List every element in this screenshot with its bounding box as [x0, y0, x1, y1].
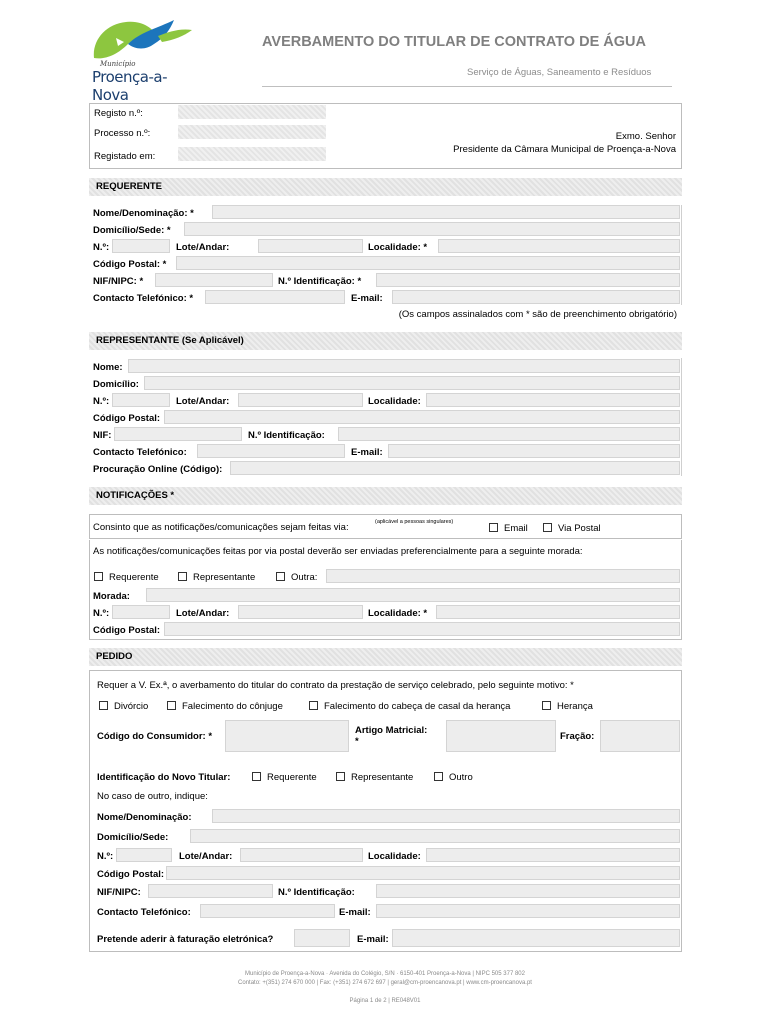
req-codigo-postal-field[interactable]: [176, 256, 680, 270]
divorcio-label: Divórcio: [114, 701, 149, 712]
ped-lote-field[interactable]: [240, 848, 363, 862]
notif-representante-label: Representante: [193, 572, 256, 583]
ped-localidade-field[interactable]: [426, 848, 680, 862]
req-identificacao-field[interactable]: [376, 273, 680, 287]
ped-nome-field[interactable]: [212, 809, 680, 823]
notif-morada-label: Morada:: [93, 591, 130, 602]
rep-localidade-field[interactable]: [426, 393, 680, 407]
registado-label: Registado em:: [94, 151, 156, 162]
logo-text-line2: Proença-a-Nova: [92, 68, 167, 104]
rep-identificacao-field[interactable]: [338, 427, 680, 441]
req-identificacao-label: N.º Identificação: *: [278, 276, 362, 287]
artigo-field[interactable]: [446, 720, 556, 752]
rep-nif-field[interactable]: [114, 427, 242, 441]
novo-representante-checkbox[interactable]: [336, 772, 345, 781]
notif-requerente-label: Requerente: [109, 572, 159, 583]
req-domicilio-label: Domicílio/Sede: *: [93, 225, 171, 236]
ped-email-field[interactable]: [376, 904, 680, 918]
ped-numero-field[interactable]: [116, 848, 172, 862]
notif-morada-field[interactable]: [146, 588, 680, 602]
notif-numero-field[interactable]: [112, 605, 170, 619]
request-text: Requer a V. Ex.ª, o averbamento do titular do contrato da prestação de serviço celebrado, pelo seguinte motivo: *: [97, 680, 574, 691]
municipality-logo: [88, 14, 198, 104]
artigo-label-line2: *: [355, 736, 359, 747]
postal-option-label: Via Postal: [558, 523, 601, 534]
novo-requerente-label: Requerente: [267, 772, 317, 783]
rep-nif-label: NIF:: [93, 430, 112, 441]
req-lote-label: Lote/Andar:: [176, 242, 230, 253]
notif-lote-label: Lote/Andar:: [176, 608, 230, 619]
req-numero-label: N.º:: [93, 242, 110, 253]
notif-lote-field[interactable]: [238, 605, 363, 619]
cabeca-casal-checkbox[interactable]: [309, 701, 318, 710]
rep-localidade-label: Localidade:: [368, 396, 421, 407]
footer-line2: Contato: +(351) 274 670 000 | Fax: (+351) 274 672 697 | geral@cm-proencanova.pt | www.cm-proencanova.pt: [238, 980, 532, 986]
ped-numero-label: N.º:: [97, 851, 114, 862]
notif-outra-field[interactable]: [326, 569, 680, 583]
consent-text: Consinto que as notificações/comunicações sejam feitas via:: [93, 522, 349, 533]
req-telefone-field[interactable]: [205, 290, 345, 304]
email-checkbox[interactable]: [489, 523, 498, 532]
document-subtitle: Serviço de Águas, Saneamento e Resíduos: [467, 67, 652, 78]
email-option-label: Email: [504, 523, 528, 534]
rep-telefone-field[interactable]: [197, 444, 345, 458]
consumidor-label: Código do Consumidor: *: [97, 731, 213, 742]
ped-email2-label: E-mail:: [357, 934, 389, 945]
rep-codigo-postal-label: Código Postal:: [93, 413, 161, 424]
heranca-label: Herança: [557, 701, 593, 712]
rep-nome-field[interactable]: [128, 359, 680, 373]
faturacao-label: Pretende aderir à faturação eletrónica?: [97, 934, 274, 945]
section-pedido: [89, 648, 682, 666]
req-email-label: E-mail:: [351, 293, 383, 304]
footer-page: Página 1 de 2 | RE048V01: [349, 998, 421, 1004]
rep-identificacao-label: N.º Identificação:: [248, 430, 325, 441]
section-requerente: [89, 178, 682, 196]
rep-numero-field[interactable]: [112, 393, 170, 407]
rep-telefone-label: Contacto Telefónico:: [93, 447, 187, 458]
ped-localidade-label: Localidade:: [368, 851, 421, 862]
section-notificacoes: [89, 487, 682, 505]
req-nif-field[interactable]: [155, 273, 273, 287]
rep-email-field[interactable]: [388, 444, 680, 458]
req-localidade-field[interactable]: [438, 239, 680, 253]
section-heading: REPRESENTANTE (Se Aplicável): [96, 335, 244, 346]
processo-label: Processo n.º:: [94, 128, 151, 139]
ped-codigo-postal-field[interactable]: [166, 866, 680, 880]
rep-email-label: E-mail:: [351, 447, 383, 458]
ped-lote-label: Lote/Andar:: [179, 851, 233, 862]
outro-text: No caso de outro, indique:: [97, 791, 208, 802]
registado-field[interactable]: [178, 147, 326, 161]
req-codigo-postal-label: Código Postal: *: [93, 259, 167, 270]
ped-telefone-label: Contacto Telefónico:: [97, 907, 191, 918]
req-domicilio-field[interactable]: [184, 222, 680, 236]
header-rule: [262, 86, 672, 87]
addressee-line2: Presidente da Câmara Municipal de Proença-a-Nova: [453, 144, 676, 155]
ped-nif-label: NIF/NIPC:: [97, 887, 141, 898]
postal-checkbox[interactable]: [543, 523, 552, 532]
rep-procuracao-field[interactable]: [230, 461, 680, 475]
faturacao-field[interactable]: [294, 929, 350, 947]
req-telefone-label: Contacto Telefónico: *: [93, 293, 194, 304]
rep-procuracao-label: Procuração Online (Código):: [93, 464, 223, 475]
req-email-field[interactable]: [392, 290, 680, 304]
req-localidade-label: Localidade: *: [368, 242, 428, 253]
section-heading: PEDIDO: [96, 651, 133, 662]
section-border: [681, 205, 682, 305]
ped-nif-field[interactable]: [148, 884, 273, 898]
novo-outro-label: Outro: [449, 772, 473, 783]
rep-domicilio-field[interactable]: [144, 376, 680, 390]
rep-numero-label: N.º:: [93, 396, 110, 407]
req-nif-label: NIF/NIPC: *: [93, 276, 144, 287]
postal-text: As notificações/comunicações feitas por via postal deverão ser enviadas preferencialmente para a seguinte morada:: [93, 546, 583, 557]
notif-codigo-postal-field[interactable]: [164, 622, 680, 636]
conjuge-checkbox[interactable]: [167, 701, 176, 710]
section-border: [681, 358, 682, 476]
notif-representante-checkbox[interactable]: [178, 572, 187, 581]
consumidor-field[interactable]: [225, 720, 349, 752]
notif-outra-label: Outra:: [291, 572, 318, 583]
ped-domicilio-field[interactable]: [190, 829, 680, 843]
ped-codigo-postal-label: Código Postal:: [97, 869, 165, 880]
ped-email-label: E-mail:: [339, 907, 371, 918]
mandatory-note: (Os campos assinalados com * são de preenchimento obrigatório): [398, 309, 677, 320]
notif-localidade-field[interactable]: [436, 605, 680, 619]
novo-outro-checkbox[interactable]: [434, 772, 443, 781]
req-nome-label: Nome/Denominação: *: [93, 208, 194, 219]
ped-nome-label: Nome/Denominação:: [97, 812, 192, 823]
fracao-field[interactable]: [600, 720, 680, 752]
rep-codigo-postal-field[interactable]: [164, 410, 680, 424]
conjuge-label: Falecimento do cônjuge: [182, 701, 283, 712]
ped-domicilio-label: Domicílio/Sede:: [97, 832, 169, 843]
footer-line1: Município de Proença-a-Nova · Avenida do Colégio, S/N · 6150-401 Proença-a-Nova | NIPC 505 377 802: [245, 971, 525, 977]
addressee-line1: Exmo. Senhor: [615, 131, 676, 142]
registo-label: Registo n.º:: [94, 108, 143, 119]
ped-identificacao-field[interactable]: [376, 884, 680, 898]
notif-codigo-postal-label: Código Postal:: [93, 625, 161, 636]
bird-logo-icon: [88, 14, 198, 64]
novo-representante-label: Representante: [351, 772, 414, 783]
section-heading: NOTIFICAÇÕES *: [96, 490, 175, 501]
rep-nome-label: Nome:: [93, 362, 123, 373]
consent-note: (aplicável a pessoas singulares): [375, 519, 454, 525]
ped-telefone-field[interactable]: [200, 904, 335, 918]
notif-requerente-checkbox[interactable]: [94, 572, 103, 581]
notif-numero-label: N.º:: [93, 608, 110, 619]
processo-field[interactable]: [178, 125, 326, 139]
ped-identificacao-label: N.º Identificação:: [278, 887, 355, 898]
ped-email2-field[interactable]: [392, 929, 680, 947]
divorcio-checkbox[interactable]: [99, 701, 108, 710]
heranca-checkbox[interactable]: [542, 701, 551, 710]
registo-field[interactable]: [178, 105, 326, 119]
rep-lote-field[interactable]: [238, 393, 363, 407]
cabeca-casal-label: Falecimento do cabeça de casal da herança: [324, 701, 511, 712]
section-heading: REQUERENTE: [96, 181, 162, 192]
novo-titular-label: Identificação do Novo Titular:: [97, 772, 231, 783]
novo-requerente-checkbox[interactable]: [252, 772, 261, 781]
req-nome-field[interactable]: [212, 205, 680, 219]
notif-localidade-label: Localidade: *: [368, 608, 428, 619]
req-numero-field[interactable]: [112, 239, 170, 253]
artigo-label-line1: Artigo Matricial:: [355, 725, 428, 736]
fracao-label: Fração:: [560, 731, 595, 742]
logo-text-line1: Município: [100, 60, 136, 68]
notif-outra-checkbox[interactable]: [276, 572, 285, 581]
section-representante: [89, 332, 682, 350]
rep-domicilio-label: Domicílio:: [93, 379, 139, 390]
rep-lote-label: Lote/Andar:: [176, 396, 230, 407]
req-lote-field[interactable]: [258, 239, 363, 253]
document-title: AVERBAMENTO DO TITULAR DE CONTRATO DE ÁGUA: [262, 34, 646, 50]
